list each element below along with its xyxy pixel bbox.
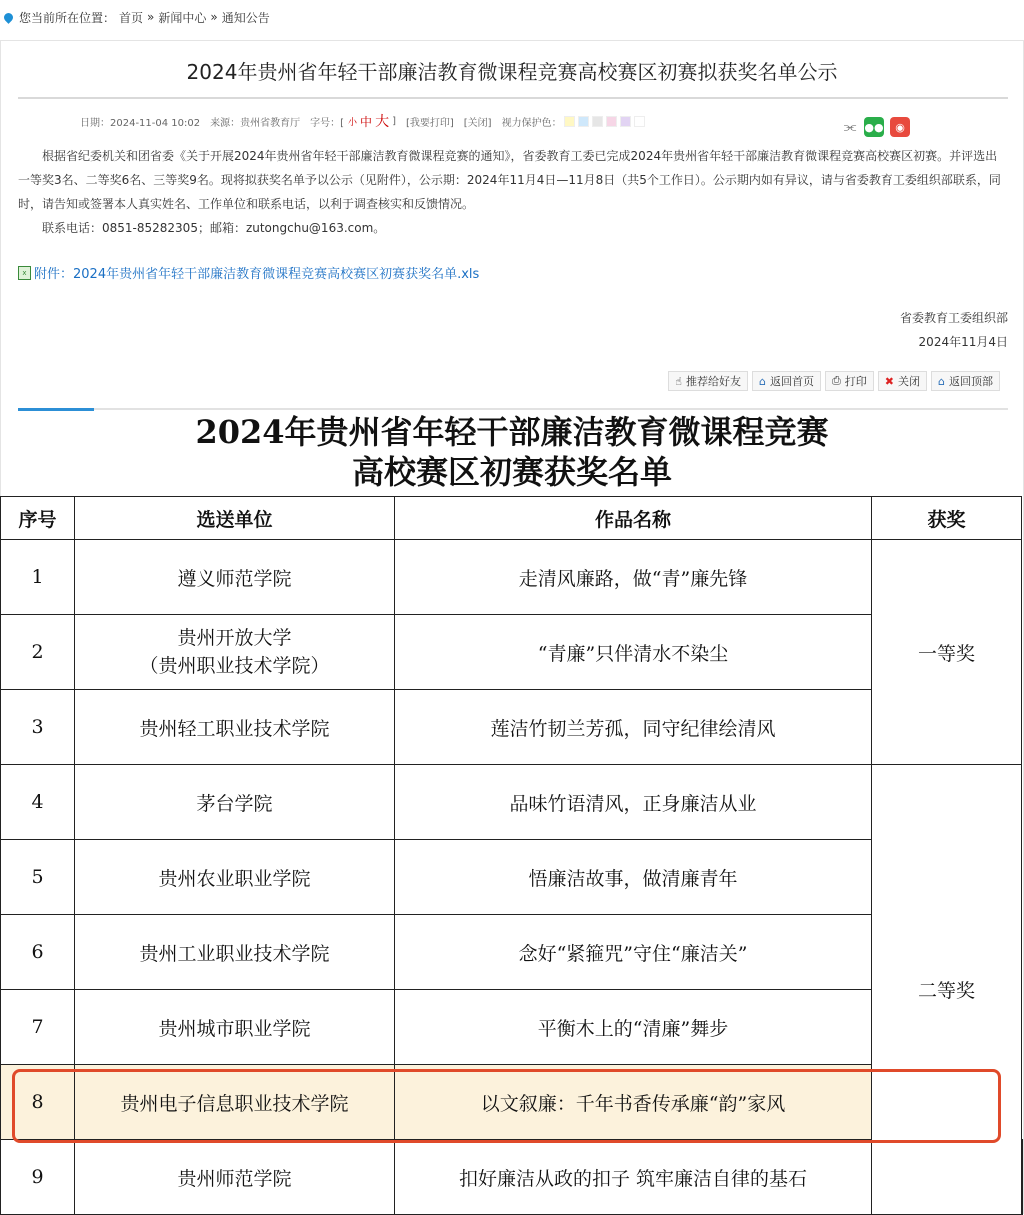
row-index: 7 [1,990,75,1065]
table-row [1,990,1023,1065]
close-icon: ✖ [884,374,895,388]
printer-icon: ⎙ [831,374,841,387]
table-header-row [1,497,1023,540]
header-index: 序号 [1,497,75,540]
table-row [1,540,1023,615]
row-unit-line2: （贵州职业技术学院） [139,655,330,677]
table-row [1,1140,1023,1215]
row-index: 9 [1,1140,75,1215]
home-button[interactable] [752,371,821,391]
location-pin-icon [2,11,15,24]
breadcrumb [0,0,1024,34]
home-label: 返回首页 [769,375,814,388]
table-row [1,690,1023,765]
content-divider [18,408,1008,410]
row-unit [75,615,395,690]
header-work: 作品名称 [395,497,872,540]
swatch-yellow[interactable] [564,116,575,127]
contact-paragraph: 联系电话：0851-85282305；邮箱：zutongchu@163.com。 [42,221,386,235]
row-work: 走清风廉路，做“青”廉先锋 [395,540,872,615]
wechat-share-icon[interactable]: ●● [864,117,884,137]
close-label: 关闭 [898,375,921,388]
award-first: 一等奖 [872,540,1022,765]
title-divider [18,97,1008,99]
row-index: 1 [1,540,75,615]
swatch-gray[interactable] [592,116,603,127]
row-unit: 贵州工业职业技术学院 [75,915,395,990]
row-index: 4 [1,765,75,840]
swatch-white[interactable] [634,116,645,127]
row-unit: 茅台学院 [75,765,395,840]
document-title-line1: 2024年贵州省年轻干部廉洁教育微课程竞赛 [195,413,829,451]
row-work: 念好“紧箍咒”守住“廉洁关” [395,915,872,990]
document-title [0,412,1024,492]
breadcrumb-home-link[interactable]: 首页 [119,10,144,25]
article-paragraph: 根据省纪委机关和团省委《关于开展2024年贵州省年轻干部廉洁教育微课程竞赛的通知》，省委教育工委已完成2024年贵州省年轻干部廉洁教育微课程竞赛高校赛区初赛。并评选出一等奖3名、二等奖6名、三等奖9名。现将拟获奖名单予以公示（见附件），公示期：2024年11月4日—11月8日（共5个工作日）。公示期内如有异议，请与省委教育工委组织部联系，同时，请告知或签署本人真实姓名、工作单位和联系电话，以利于调查核实和反馈情况。 [18,149,1001,211]
table-row [1,915,1023,990]
signature: 省委教育工委组织部 [899,311,1008,325]
row-work: 悟廉洁故事，做清廉青年 [395,840,872,915]
home-icon: ⌂ [759,374,766,388]
breadcrumb-separator: » [210,10,218,24]
print-link[interactable]: [我要打印] [405,117,454,129]
row-unit-line1: 贵州开放大学 [177,627,292,649]
row-award-empty [1022,1140,1023,1215]
row-unit: 贵州师范学院 [75,1140,395,1215]
hand-icon: ☝ [675,374,682,388]
recommend-label: 推荐给好友 [686,375,741,388]
share-icon[interactable]: ⫘ [843,119,857,135]
font-small-button[interactable]: 小 [348,117,358,128]
print-button[interactable] [825,371,874,391]
swatch-blue[interactable] [578,116,589,127]
article-source: 来源：贵州省教育厅 [210,117,301,129]
row-unit: 贵州农业职业学院 [75,840,395,915]
attachment-link[interactable] [18,263,479,282]
header-unit: 选送单位 [75,497,395,540]
eye-protect-label: 视力保护色： [501,117,562,129]
table-row [1,840,1023,915]
row-work: “青廉”只伴清水不染尘 [395,615,872,690]
table-row [1,615,1023,690]
award-table [0,496,1023,1215]
document-title-line2: 高校赛区初赛获奖名单 [351,453,672,491]
publish-date: 日期：2024-11-04 10:02 [80,117,201,129]
article-meta [80,111,648,131]
row-index: 3 [1,690,75,765]
article-toolbar [668,371,1000,391]
row-unit: 贵州轻工职业技术学院 [75,690,395,765]
row-index: 6 [1,915,75,990]
font-size-label: 字号：[ [310,117,345,129]
row-work: 莲洁竹韧兰芳孤，同守纪律绘清风 [395,690,872,765]
row-index: 2 [1,615,75,690]
weibo-share-icon[interactable]: ◉ [890,117,910,137]
row-work: 扣好廉洁从政的扣子 筑牢廉洁自律的基石 [395,1140,872,1215]
row-index: 8 [1,1065,75,1140]
breadcrumb-news-link[interactable]: 新闻中心 [158,10,207,25]
print-label: 打印 [844,375,867,388]
row-unit: 贵州城市职业学院 [75,990,395,1065]
back-to-top-button[interactable] [931,371,1000,391]
content-divider-accent [18,408,94,411]
font-medium-button[interactable]: 中 [360,114,373,129]
row-index: 5 [1,840,75,915]
close-button[interactable] [878,371,927,391]
recommend-button[interactable] [668,371,748,391]
attachment-label: 附件：2024年贵州省年轻干部廉洁教育微课程竞赛高校赛区初赛获奖名单.xls [34,267,480,282]
excel-file-icon: x [18,266,31,280]
font-large-button[interactable]: 大 [375,114,390,130]
row-work: 平衡木上的“清廉”舞步 [395,990,872,1065]
row-work: 品味竹语清风，正身廉洁从业 [395,765,872,840]
table-row [1,765,1023,840]
close-link[interactable]: [关闭] [463,117,492,129]
breadcrumb-notice-link[interactable]: 通知公告 [221,10,270,25]
home-icon: ⌂ [938,374,945,388]
table-row-highlighted [1,1065,1023,1140]
swatch-purple[interactable] [620,116,631,127]
row-unit: 遵义师范学院 [75,540,395,615]
swatch-pink[interactable] [606,116,617,127]
breadcrumb-prefix: 您当前所在位置： [19,10,116,25]
row-unit: 贵州电子信息职业技术学院 [75,1065,395,1140]
award-second: 二等奖 [872,765,1022,1215]
font-size-end: ] [392,115,396,127]
row-work: 以文叙廉：千年书香传承廉“韵”家风 [395,1065,872,1140]
signature-date: 2024年11月4日 [918,335,1008,349]
back-to-top-label: 返回顶部 [949,375,993,388]
breadcrumb-separator: » [147,10,155,24]
header-award: 获奖 [872,497,1022,540]
article-title: 2024年贵州省年轻干部廉洁教育微课程竞赛高校赛区初赛拟获奖名单公示 [186,60,838,84]
